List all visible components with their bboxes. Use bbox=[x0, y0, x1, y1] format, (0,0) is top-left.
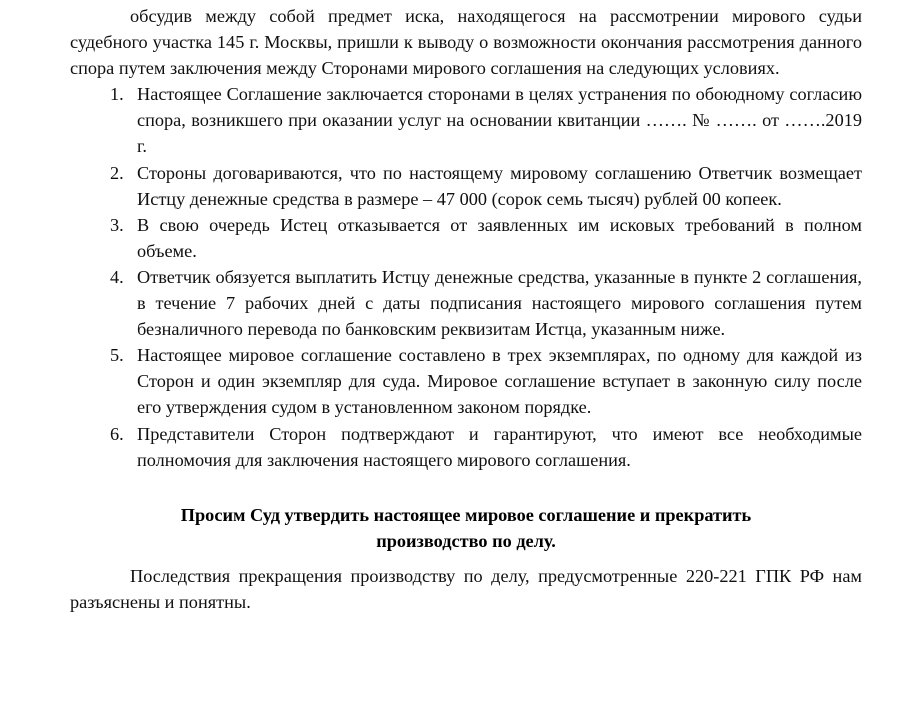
request-heading-line-2: производство по делу. bbox=[376, 530, 556, 551]
term-marker: 4. bbox=[110, 266, 124, 287]
term-marker: 3. bbox=[110, 214, 124, 235]
term-marker: 5. bbox=[110, 345, 124, 366]
closing-paragraph: Последствия прекращения производству по делу, предусмотренные 220-221 ГПК РФ нам разъяснены и понятны. bbox=[70, 565, 862, 612]
request-heading bbox=[70, 473, 862, 554]
term-text: Стороны договариваются, что по настоящему мировому соглашению Ответчик возмещает Истцу денежные средства в размере – 47 000 (сорок семь тысяч) рублей 00 копеек. bbox=[137, 162, 862, 209]
term-text: Настоящее Соглашение заключается сторонами в целях устранения по обоюдному согласию спора, возникшего при оказании услуг на основании квитанции ……. № ……. от …….2019 г. bbox=[137, 84, 862, 157]
term-marker: 2. bbox=[110, 162, 124, 183]
term-item-3 bbox=[70, 212, 862, 264]
term-marker: 6. bbox=[110, 423, 124, 444]
term-text: Представители Сторон подтверждают и гарантируют, что имеют все необходимые полномочия для заключения настоящего мирового соглашения. bbox=[137, 423, 862, 470]
term-text: В свою очередь Истец отказывается от заявленных им исковых требований в полном объеме. bbox=[137, 214, 862, 261]
term-item-6 bbox=[70, 421, 862, 473]
term-item-4 bbox=[70, 264, 862, 342]
term-text: Ответчик обязуется выплатить Истцу денежные средства, указанные в пункте 2 соглашения, в течение 7 рабочих дней с даты подписания настоящего мирового соглашения путем безналичного перевода по банковским реквизитам Истца, указанным ниже. bbox=[137, 266, 862, 340]
term-text: Настоящее мировое соглашение составлено в трех экземплярах, по одному для каждой из Сторон и один экземпляр для суда. Мировое соглашение вступает в законную силу после его утверждения судом в установленном законом порядке. bbox=[137, 345, 862, 418]
intro-paragraph: обсудив между собой предмет иска, находящегося на рассмотрении мирового судьи судебного участка 145 г. Москвы, пришли к выводу о возможности окончания рассмотрения данного спора путем заключения между Сторонами мирового соглашения на следующих условиях. bbox=[70, 6, 862, 79]
term-item-1 bbox=[70, 81, 862, 159]
terms-list bbox=[70, 81, 862, 472]
request-heading-line-1: Просим Суд утвердить настоящее мировое соглашение и прекратить bbox=[180, 504, 752, 525]
term-marker: 1. bbox=[110, 84, 124, 105]
term-item-2 bbox=[70, 160, 862, 212]
term-item-5 bbox=[70, 342, 862, 420]
